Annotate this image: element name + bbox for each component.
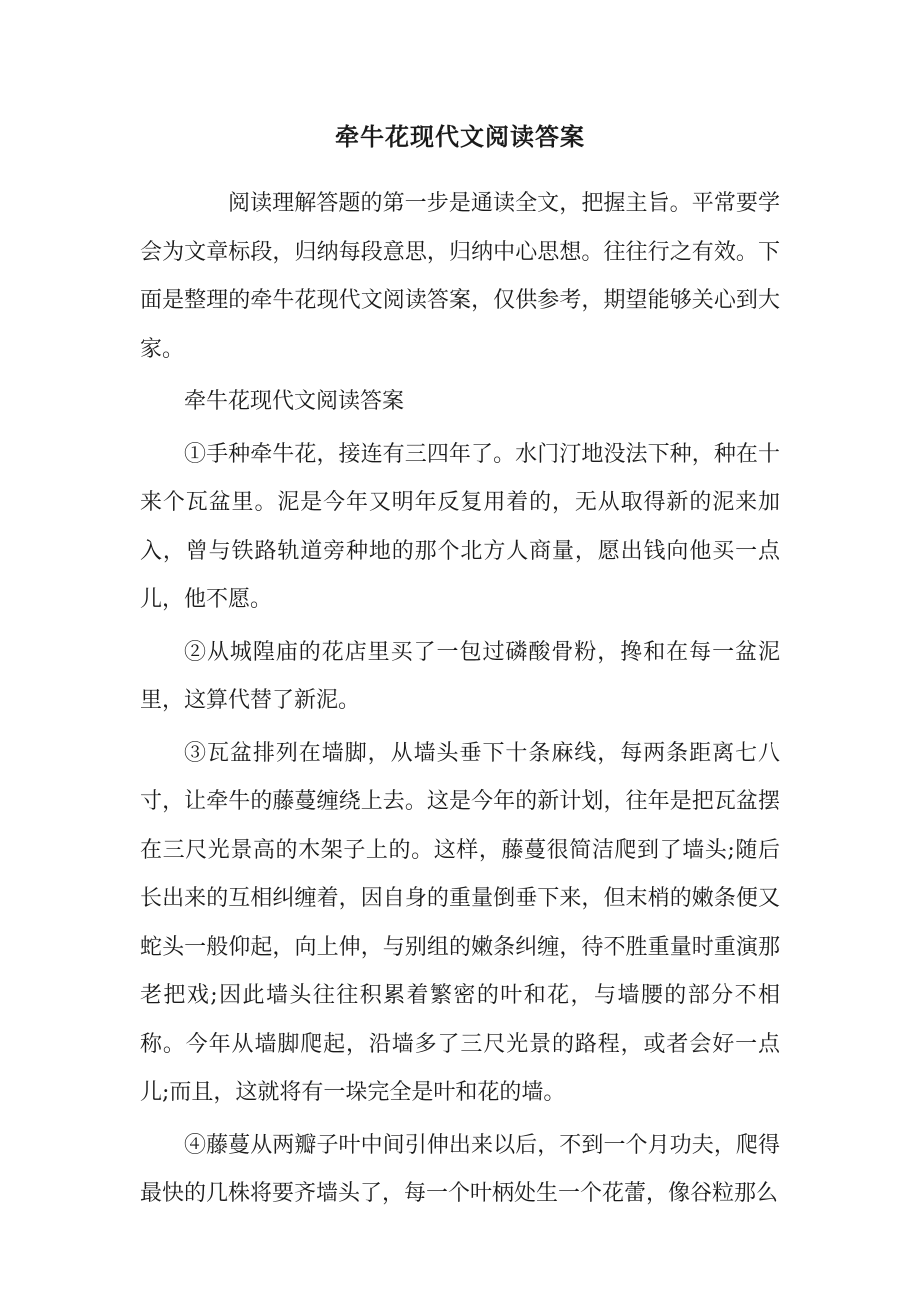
document-body [140,180,780,1219]
paragraph-1: ①手种牵牛花，接连有三四年了。水门汀地没法下种，种在十来个瓦盆里。泥是今年又明年反复用着的，无从取得新的泥来加入，曾与铁路轨道旁种地的那个北方人商量，愿出钱向他买一点儿，他不愿。 [140,441,780,612]
paragraph-2: ②从城隍庙的花店里买了一包过磷酸骨粉，搀和在每一盆泥里，这算代替了新泥。 [140,639,780,713]
paragraph-4: ④藤蔓从两瓣子叶中间引伸出来以后，不到一个月功夫，爬得最快的几株将要齐墙头了，每一个叶柄处生一个花蕾，像谷粒那么 [140,1132,780,1206]
paragraph-3: ③瓦盆排列在墙脚，从墙头垂下十条麻线，每两条距离七八寸，让牵牛的藤蔓缠绕上去。这是今年的新计划，往年是把瓦盆摆在三尺光景高的木架子上的。这样，藤蔓很简洁爬到了墙头;随后长出来的互相纠缠着，因自身的重量倒垂下来，但末梢的嫩条便又蛇头一般仰起，向上伸，与别组的嫩条纠缠，待不胜重量时重演那老把戏;因此墙头往往积累着繁密的叶和花，与墙腰的部分不相称。今年从墙脚爬起，沿墙多了三尺光景的路程，或者会好一点儿;而且，这就将有一垛完全是叶和花的墙。 [140,740,780,1105]
section-heading: 牵牛花现代文阅读答案 [184,389,405,414]
document-title: 牵牛花现代文阅读答案 [335,123,585,151]
intro-paragraph: 阅读理解答题的第一步是通读全文，把握主旨。平常要学会为文章标段，归纳每段意思，归纳中心思想。往往行之有效。下面是整理的牵牛花现代文阅读答案，仅供参考，期望能够关心到大家。 [140,191,780,362]
